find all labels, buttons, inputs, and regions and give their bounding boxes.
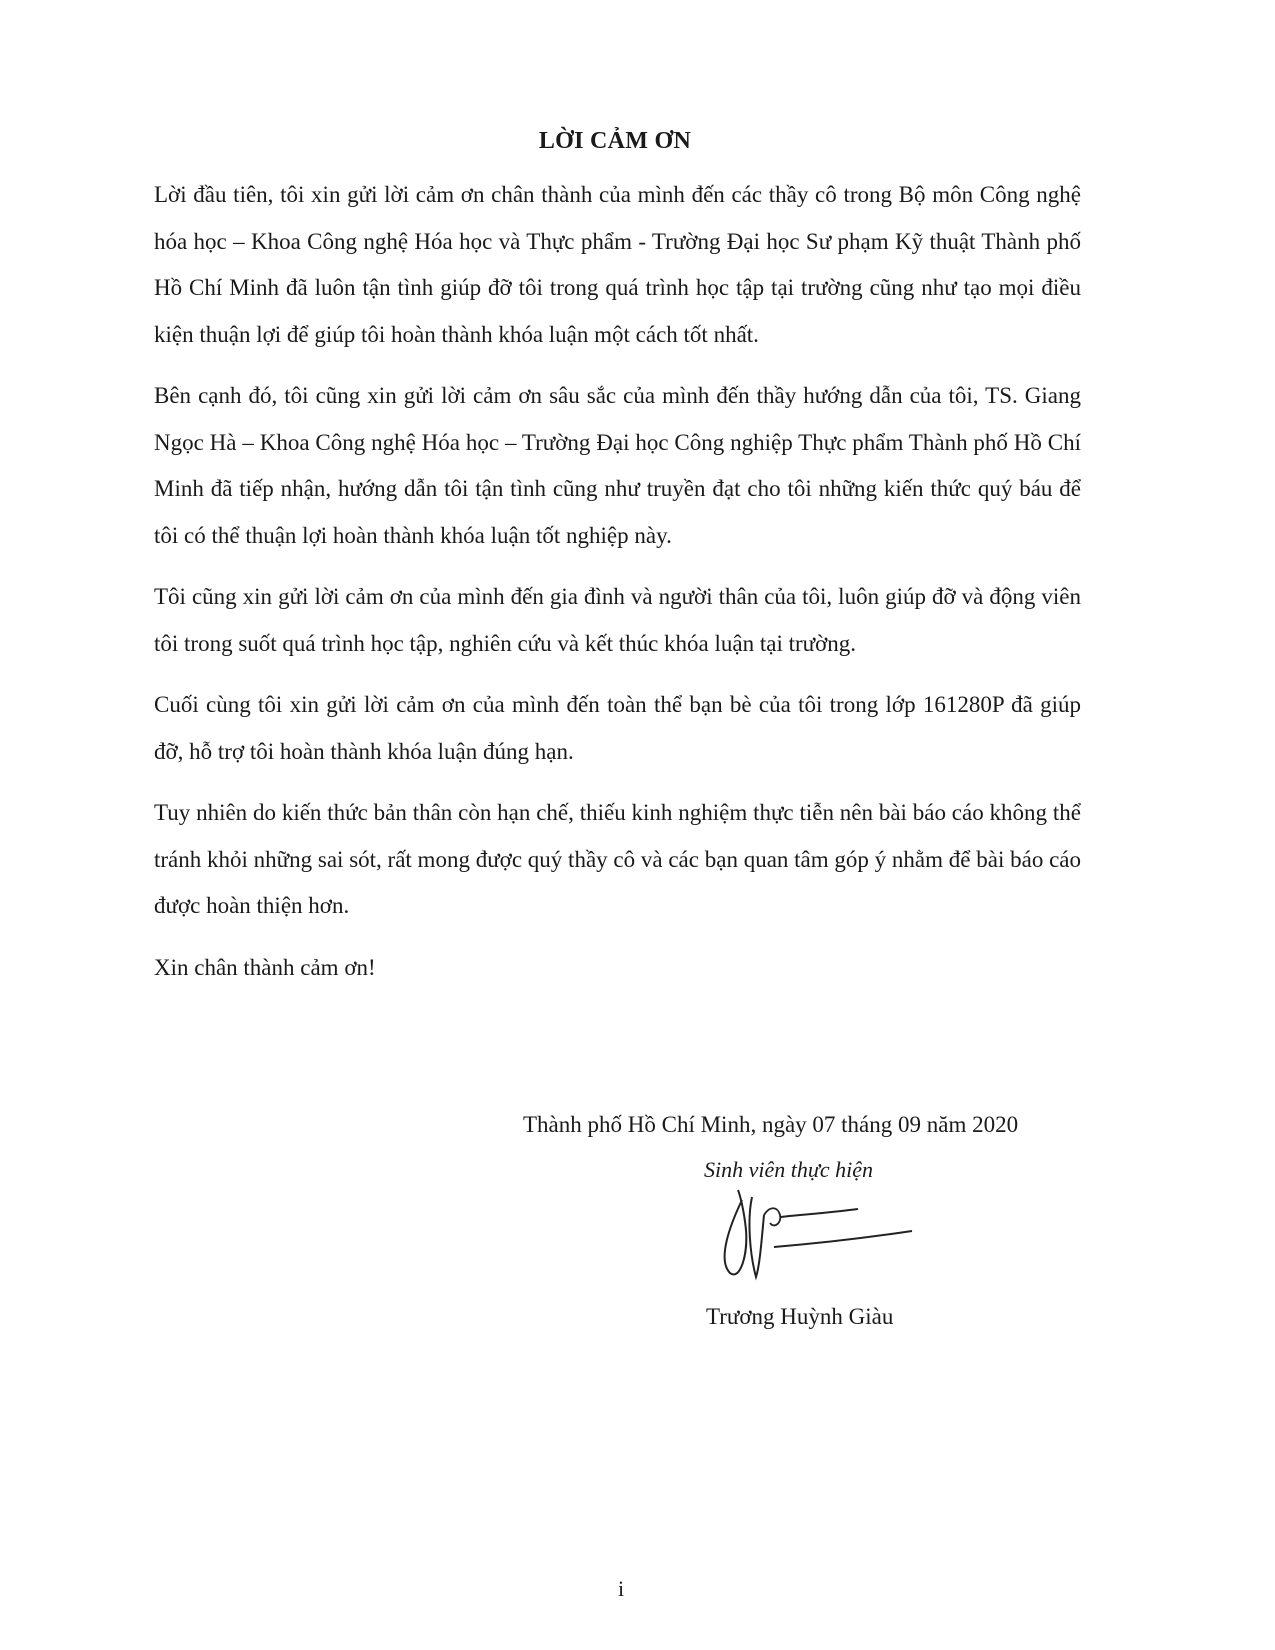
date-line: Thành phố Hồ Chí Minh, ngày 07 tháng 09 năm 2020 (523, 1112, 1019, 1137)
signature (712, 1185, 952, 1290)
page-number: i (618, 1576, 625, 1601)
signer-role: Sinh viên thực hiện (704, 1157, 874, 1182)
paragraph-3: Tôi cũng xin gửi lời cảm ơn của mình đến gia đình và người thân của tôi, luôn giúp đỡ và động viên tôi trong suốt quá trình học tập, nghiên cứu và kết thúc khóa luận tại trường. (154, 584, 1081, 656)
paragraph-2: Bên cạnh đó, tôi cũng xin gửi lời cảm ơn sâu sắc của mình đến thầy hướng dẫn của tôi, TS. Giang Ngọc Hà – Khoa Công nghệ Hóa học – Trường Đại học Công nghiệp Thực phẩm Thành phố Hồ Chí Minh đã tiếp nhận, hướng dẫn tôi tận tình cũng như truyền đạt cho tôi những kiến thức quý báu để tôi có thể thuận lợi hoàn thành khóa luận tốt nghiệp này. (154, 383, 1081, 548)
paragraph-5: Tuy nhiên do kiến thức bản thân còn hạn chế, thiếu kinh nghiệm thực tiễn nên bài báo cáo không thể tránh khỏi những sai sót, rất mong được quý thầy cô và các bạn quan tâm góp ý nhằm để bài báo cáo được hoàn thiện hơn. (154, 800, 1081, 918)
paragraph-1: Lời đầu tiên, tôi xin gửi lời cảm ơn chân thành của mình đến các thầy cô trong Bộ môn Công nghệ hóa học – Khoa Công nghệ Hóa học và Thực phẩm - Trường Đại học Sư phạm Kỹ thuật Thành phố Hồ Chí Minh đã luôn tận tình giúp đỡ tôi trong quá trình học tập tại trường cũng như tạo mọi điều kiện thuận lợi để giúp tôi hoàn thành khóa luận một cách tốt nhất. (154, 182, 1081, 347)
page-title: LỜI CẢM ƠN (538, 128, 692, 154)
closing-line: Xin chân thành cảm ơn! (154, 954, 376, 980)
signer-name: Trương Huỳnh Giàu (706, 1304, 894, 1329)
acknowledgement-body (154, 172, 1081, 1006)
paragraph-4: Cuối cùng tôi xin gửi lời cảm ơn của mình đến toàn thể bạn bè của tôi trong lớp 161280P đã giúp đỡ, hỗ trợ tôi hoàn thành khóa luận đúng hạn. (154, 692, 1081, 764)
